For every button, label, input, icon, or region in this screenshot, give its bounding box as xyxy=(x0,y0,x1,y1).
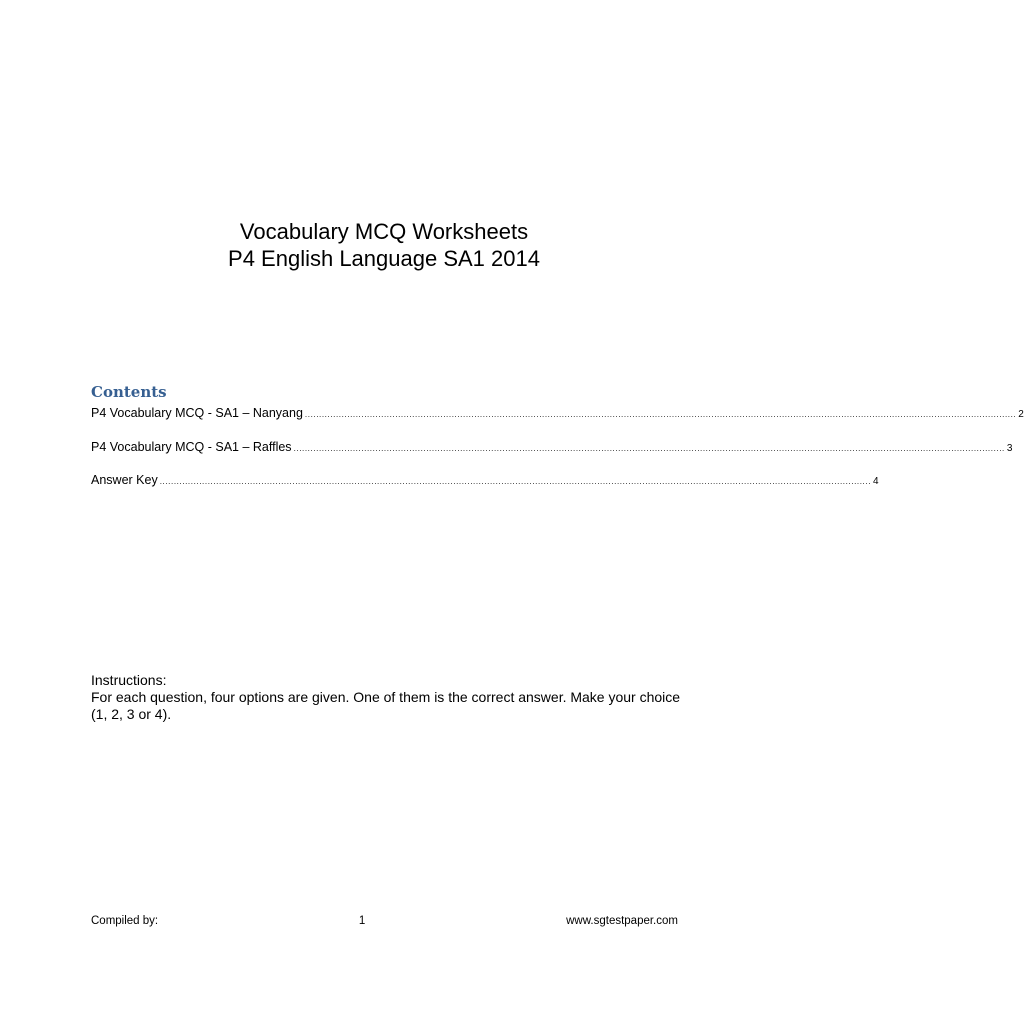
footer-compiled-by: Compiled by: xyxy=(91,915,159,927)
document-title xyxy=(0,218,768,272)
instructions-block xyxy=(91,672,691,723)
contents-heading: Contents xyxy=(91,383,167,401)
toc-entry-answer-key[interactable] xyxy=(91,473,879,491)
table-of-contents xyxy=(91,406,1024,507)
page-footer xyxy=(91,915,678,927)
toc-entry-nanyang[interactable] xyxy=(91,406,1024,424)
toc-entry-page: 2 xyxy=(1018,409,1024,420)
toc-entry-page: 3 xyxy=(1006,442,1013,454)
footer-website-link[interactable]: www.sgtestpaper.com xyxy=(566,915,678,927)
toc-entry-raffles[interactable] xyxy=(91,439,1013,458)
toc-leader-dots: ............................................................................................................................................................................................................................................................ xyxy=(293,443,1005,453)
toc-entry-label: P4 Vocabulary MCQ - SA1 – Raffles xyxy=(91,439,292,454)
title-line-2: P4 English Language SA1 2014 xyxy=(228,246,540,271)
toc-entry-page: 4 xyxy=(873,476,879,487)
instructions-text: For each question, four options are given. One of them is the correct answer. Make your choice (1, 2, 3 or 4). xyxy=(91,689,681,722)
footer-page-number: 1 xyxy=(358,915,366,927)
toc-entry-label: Answer Key xyxy=(91,473,158,487)
toc-entry-label: P4 Vocabulary MCQ - SA1 – Nanyang xyxy=(91,406,303,420)
instructions-heading: Instructions: xyxy=(91,672,167,688)
toc-leader-dots: ............................................................................................................................................................................................................................................................ xyxy=(304,410,1017,419)
title-line-1: Vocabulary MCQ Worksheets xyxy=(239,219,529,244)
toc-leader-dots: ............................................................................................................................................................................................................................................................ xyxy=(159,477,872,486)
